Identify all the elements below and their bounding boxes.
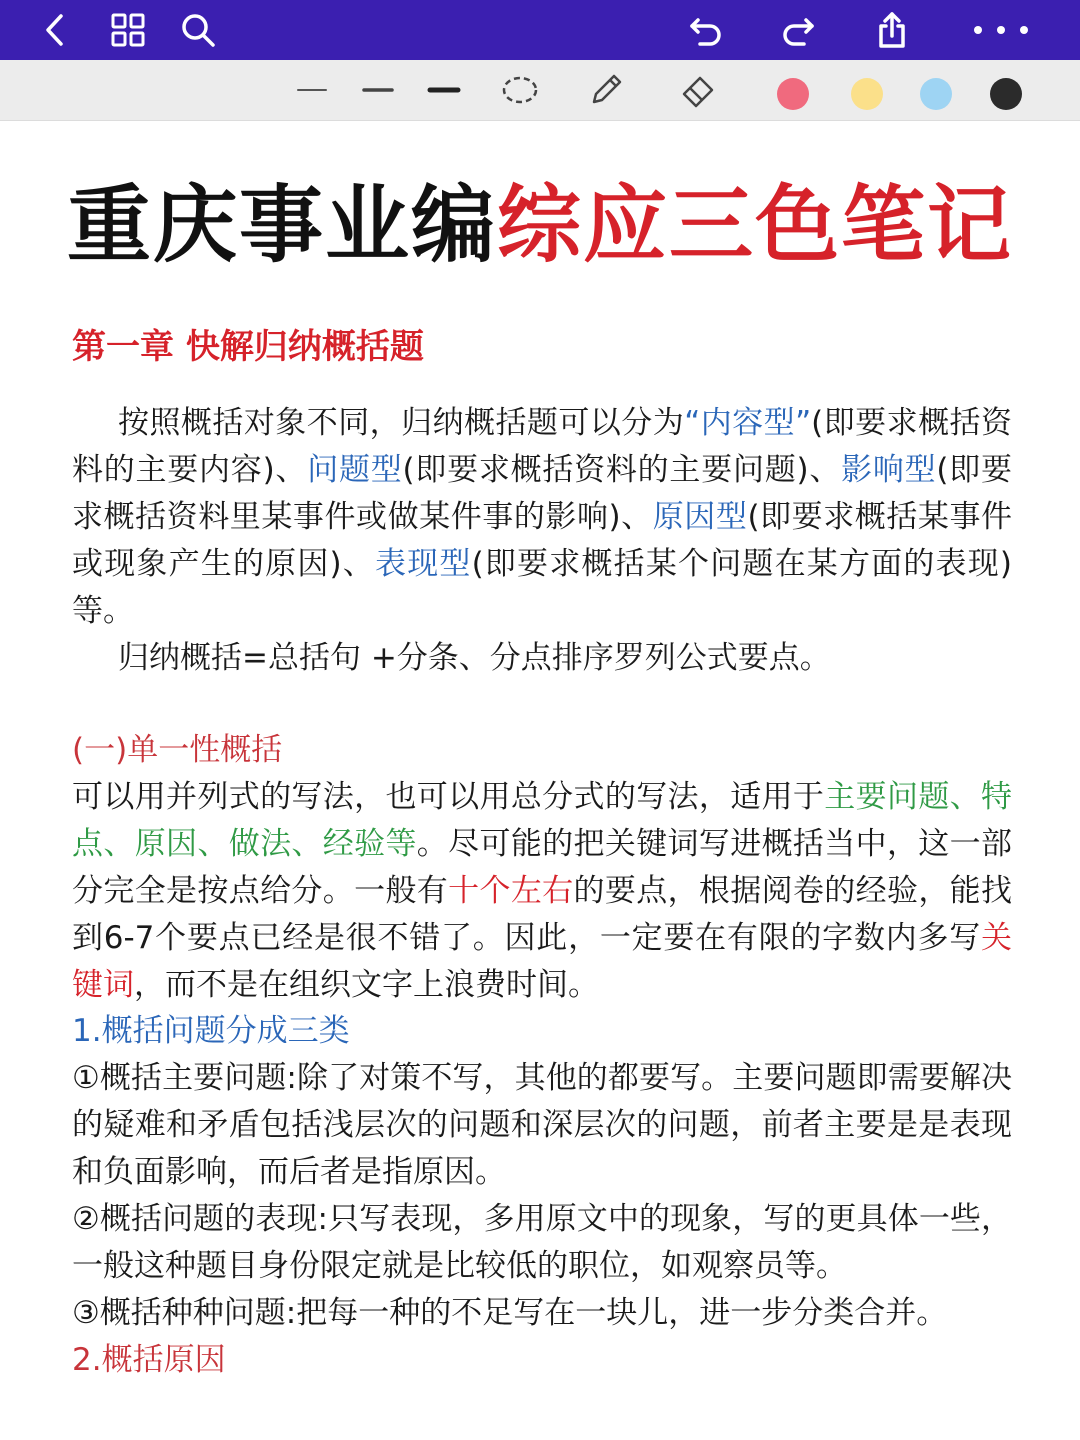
intro-paragraph [72,400,1012,635]
title-red-part: 综应三色笔记 [497,176,1014,274]
subheading-problem-types: 1.概括问题分成三类 [72,1013,350,1049]
undo-icon[interactable] [684,8,728,52]
more-icon[interactable] [966,8,1036,52]
eraser-icon[interactable] [676,68,720,112]
color-swatch-blue[interactable] [920,78,952,110]
color-swatch-yellow[interactable] [851,78,883,110]
formula-paragraph: 归纳概括=总括句 +分条、分点排序罗列公式要点。 [118,640,831,676]
text-run: 。尽可能的把关键词写进概括当中，这一部分完全是按点给分。一般有 [72,826,1013,909]
pen-thick-icon[interactable] [422,68,466,112]
text-run: (即要求概括资料的主要问题)、 [402,452,842,488]
single-summary-paragraph [72,774,1012,1009]
redo-icon[interactable] [776,8,820,52]
text-run: 按照概括对象不同，归纳概括题可以分为 [118,405,685,441]
highlight-impact-type: 影响型 [841,452,937,488]
pen-medium-icon[interactable] [356,68,400,112]
highlight-ten-points: 十个左右 [448,873,574,909]
search-icon[interactable] [176,8,220,52]
item-problem-manifestation: ②概括问题的表现:只写表现，多用原文中的现象，写的更具体一些，一般这种题目身份限定就是比较低的职位，如观察员等。 [72,1201,1012,1284]
text-run: (即要求概括资料的主要内容)、 [72,405,1013,488]
text-run: (即要求概括资料里某事件或做某件事的影响)、 [72,452,1013,535]
top-app-bar [0,0,1080,60]
highlight-manifestation-type: 表现型 [375,546,472,582]
subheading-causes: 2.概括原因 [72,1342,226,1378]
text-run: (即要求概括某事件或现象产生的原因)、 [72,499,1013,582]
pen-thin-icon[interactable] [290,68,334,112]
text-run: 可以用并列式的写法，也可以用总分式的写法，适用于 [72,779,825,815]
text-run: ，而不是在组织文字上浪费时间。 [134,967,599,1003]
highlight-cause-type: 原因型 [652,499,748,535]
color-swatch-black[interactable] [990,78,1022,110]
text-run: (即要求概括某个问题在某方面的表现)等。 [72,546,1013,629]
highlight-applicable-items: 主要问题、特点、原因、做法、经验等 [72,779,1013,862]
grid-icon[interactable] [106,8,150,52]
chapter-heading: 第一章 快解归纳概括题 [72,327,424,367]
lasso-icon[interactable] [498,68,542,112]
highlight-problem-type: 问题型 [307,452,403,488]
share-icon[interactable] [870,8,914,52]
highlight-content-type: “内容型” [684,405,812,441]
back-icon[interactable] [34,8,78,52]
item-various-problems: ③概括种种问题:把每一种的不足写在一块儿，进一步分类合并。 [72,1295,948,1331]
title-black-part: 重庆事业编 [66,176,497,274]
section-heading-single: (一)单一性概括 [72,732,283,768]
pen-toolbar [0,60,1080,121]
document-title [0,170,1080,280]
item-main-problems: ①概括主要问题:除了对策不写，其他的都要写。主要问题即需要解决的疑难和矛盾包括浅层次的问题和深层次的问题，前者主要是是表现和负面影响，而后者是指原因。 [72,1060,1012,1190]
color-swatch-pink[interactable] [777,78,809,110]
highlight-keywords: 关键词 [72,920,1012,1003]
pencil-icon[interactable] [584,68,628,112]
text-run: 的要点，根据阅卷的经验，能找到6-7个要点已经是很不错了。因此，一定要在有限的字数内多写 [72,873,1013,956]
